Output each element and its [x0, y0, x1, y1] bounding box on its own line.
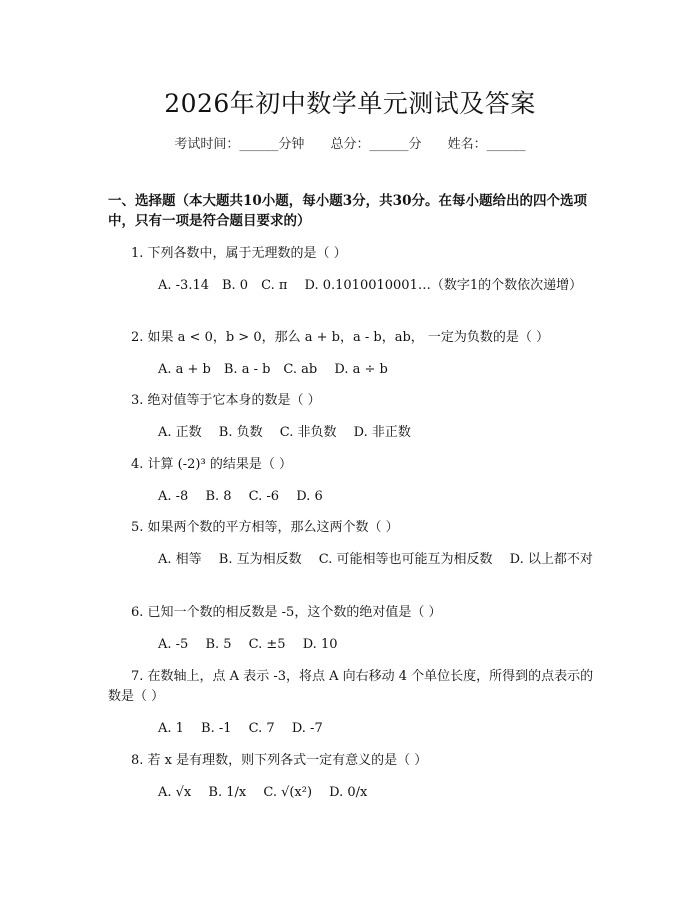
question-stem: 6. 已知一个数的相反数是 -5，这个数的绝对值是（ ） [131, 605, 442, 620]
page-title: 2026年初中数学单元测试及答案 [164, 89, 536, 118]
question-options: A. a + b B. a - b C. ab D. a ÷ b [158, 362, 388, 377]
question-stem: 4. 计算 (-2)³ 的结果是（ ） [131, 457, 292, 472]
question-options: A. -8 B. 8 C. -6 D. 6 [158, 489, 323, 504]
question-stem: 5. 如果两个数的平方相等，那么这两个数（ ） [131, 520, 399, 535]
question-options: A. √x B. 1/x C. √(x²) D. 0/x [158, 785, 368, 800]
student-name: 姓名：______ [447, 137, 526, 152]
question-options: A. -5 B. 5 C. ±5 D. 10 [158, 637, 338, 652]
section-heading: 一、选择题（本大题共10小题，每小题3分，共30分。在每小题给出的四个选项中，只有一项是符合题目要求的） [108, 193, 587, 229]
exam-meta [0, 133, 700, 152]
exam-time: 考试时间：______分钟 [174, 137, 305, 152]
question-stem: 8. 若 x 是有理数，则下列各式一定有意义的是（ ） [131, 753, 428, 768]
question-options: A. -3.14 B. 0 C. π D. 0.1010010001…（数字1的个数依次递增） [158, 278, 583, 293]
question-stem: 3. 绝对值等于它本身的数是（ ） [131, 393, 321, 408]
question-stem: 2. 如果 a < 0，b > 0，那么 a + b，a - b，ab， 一定为负数的是（ ） [131, 330, 550, 345]
total-score: 总分：______分 [330, 137, 422, 152]
question-stem: 7. 在数轴上，点 A 表示 -3，将点 A 向右移动 4 个单位长度，所得到的点表示的数是（ ） [108, 669, 594, 704]
question-stem: 1. 下列各数中，属于无理数的是（ ） [131, 246, 347, 261]
question-options: A. 1 B. -1 C. 7 D. -7 [158, 721, 323, 736]
question-options: A. 正数 B. 负数 C. 非负数 D. 非正数 [158, 425, 411, 440]
question-options: A. 相等 B. 互为相反数 C. 可能相等也可能互为相反数 D. 以上都不对 [158, 552, 593, 567]
